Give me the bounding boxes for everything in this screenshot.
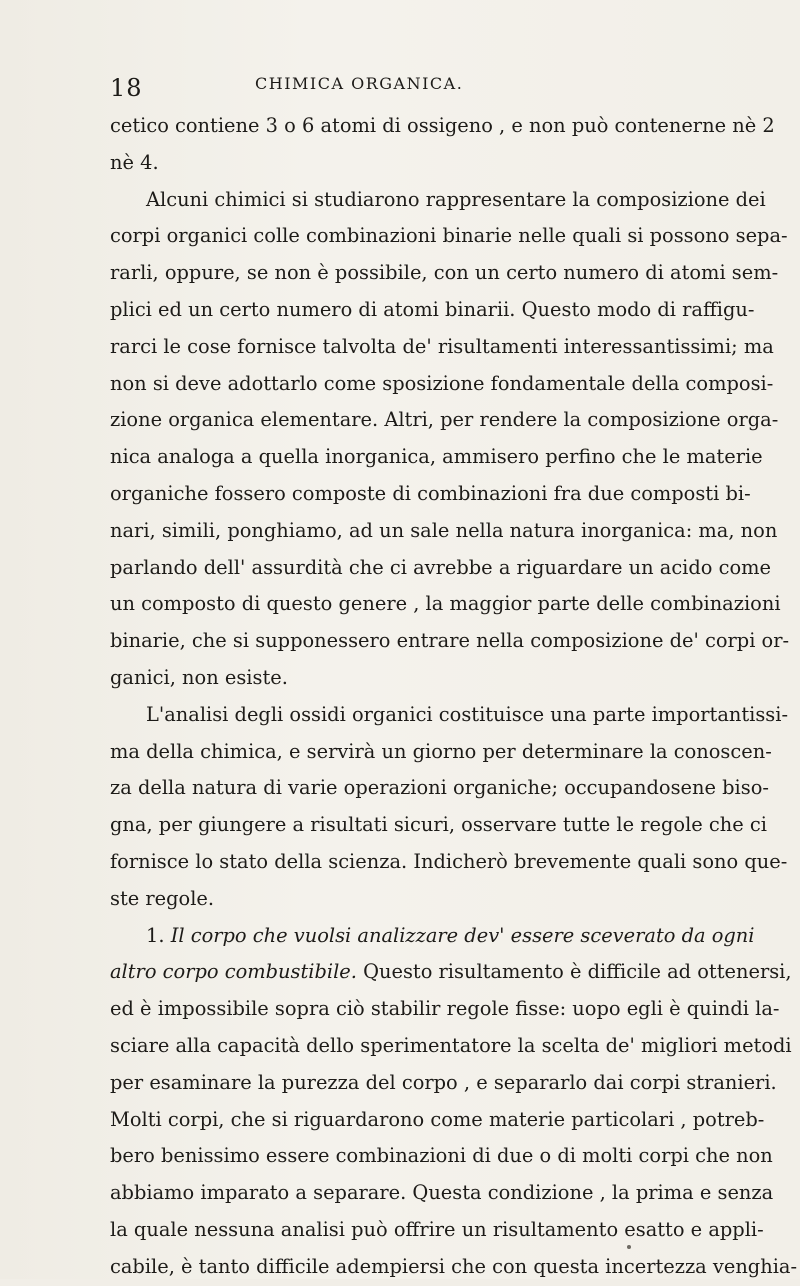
paragraph-continuation [110, 108, 800, 182]
text-line: per esaminare la purezza del corpo , e separarlo dai corpi stranieri. [110, 1070, 777, 1094]
text-line: bero benissimo essere combinazioni di due o di molti corpi che non [110, 1144, 773, 1168]
text-line: rarci le cose fornisce talvolta de' risultamenti interessantissimi; ma [110, 334, 774, 358]
running-head [110, 60, 800, 100]
text-line: nè 4. [110, 150, 159, 174]
text-line: za della natura di varie operazioni organiche; occupandosene biso- [110, 776, 769, 800]
text-line: cabile, è tanto difficile adempiersi che con questa incertezza venghia- [110, 1254, 798, 1278]
text-line: abbiamo imparato a separare. Questa condizione , la prima e senza [110, 1181, 774, 1205]
text-line: parlando dell' assurdità che ci avrebbe a riguardare un acido come [110, 555, 772, 579]
text-line: la quale nessuna analisi può offrire un risultamento esatto e appli- [110, 1217, 764, 1241]
page-number: 18 [110, 74, 143, 102]
text-line: rarli, oppure, se non è possibile, con un certo numero di atomi sem- [110, 261, 779, 285]
text-line: fornisce lo stato della scienza. Indicherò brevemente quali sono que- [110, 849, 788, 873]
text-line: un composto di questo genere , la maggior parte delle combinazioni [110, 592, 781, 616]
text-line: gna, per giungere a risultati sicuri, osservare tutte le regole che ci [110, 813, 767, 837]
rule-title: Il corpo che vuolsi analizzare dev' essere sceverato da ogni [170, 923, 755, 947]
paragraph-analysis [110, 697, 800, 918]
text-line: binarie, che si supponessero entrare nella composizione de' corpi or- [110, 629, 790, 653]
rule-number: 1. [146, 923, 165, 947]
text-line: zione organica elementare. Altri, per rendere la composizione orga- [110, 408, 779, 432]
text-line: non si deve adottarlo come sposizione fondamentale della composi- [110, 371, 774, 395]
text-line: L'analisi degli ossidi organici costituisce una parte importantissi- [146, 702, 789, 726]
paragraph-rule-1 [110, 918, 800, 1286]
body-text [110, 108, 800, 1286]
text-line: nari, simili, ponghiamo, ad un sale nella natura inorganica: ma, non [110, 518, 778, 542]
text-line: ma della chimica, e servirà un giorno per determinare la conoscen- [110, 739, 772, 763]
text-line: Alcuni chimici si studiarono rappresentare la composizione dei [146, 187, 766, 211]
text-fragment: Questo risultamento è difficile ad ottenersi, [356, 960, 792, 984]
text-line: nica analoga a quella inorganica, ammisero perfino che le materie [110, 445, 763, 469]
rule-title-continued: altro corpo combustibile. [110, 960, 357, 984]
ink-speck [627, 1245, 631, 1249]
text-line: organiche fossero composte di combinazioni fra due composti bi- [110, 481, 751, 505]
text-line: corpi organici colle combinazioni binarie nelle quali si possono sepa- [110, 224, 788, 248]
text-line: sciare alla capacità dello sperimentatore la scelta de' migliori metodi [110, 1033, 792, 1057]
rule-heading-line [110, 918, 800, 955]
paragraph-binary-combinations [110, 182, 800, 697]
text-line: ed è impossibile sopra ciò stabilir regole fisse: uopo egli è quindi la- [110, 997, 780, 1021]
running-title: CHIMICA ORGANICA. [255, 74, 464, 93]
text-line: ste regole. [110, 886, 215, 910]
text-line: plici ed un certo numero di atomi binarii. Questo modo di raffigu- [110, 297, 755, 321]
text-line: Molti corpi, che si riguardarono come materie particolari , potreb- [110, 1107, 765, 1131]
text-line: cetico contiene 3 o 6 atomi di ossigeno , e non può contenerne nè 2 [110, 114, 775, 137]
rule-heading-line [110, 954, 800, 991]
text-line: ganici, non esiste. [110, 665, 288, 689]
